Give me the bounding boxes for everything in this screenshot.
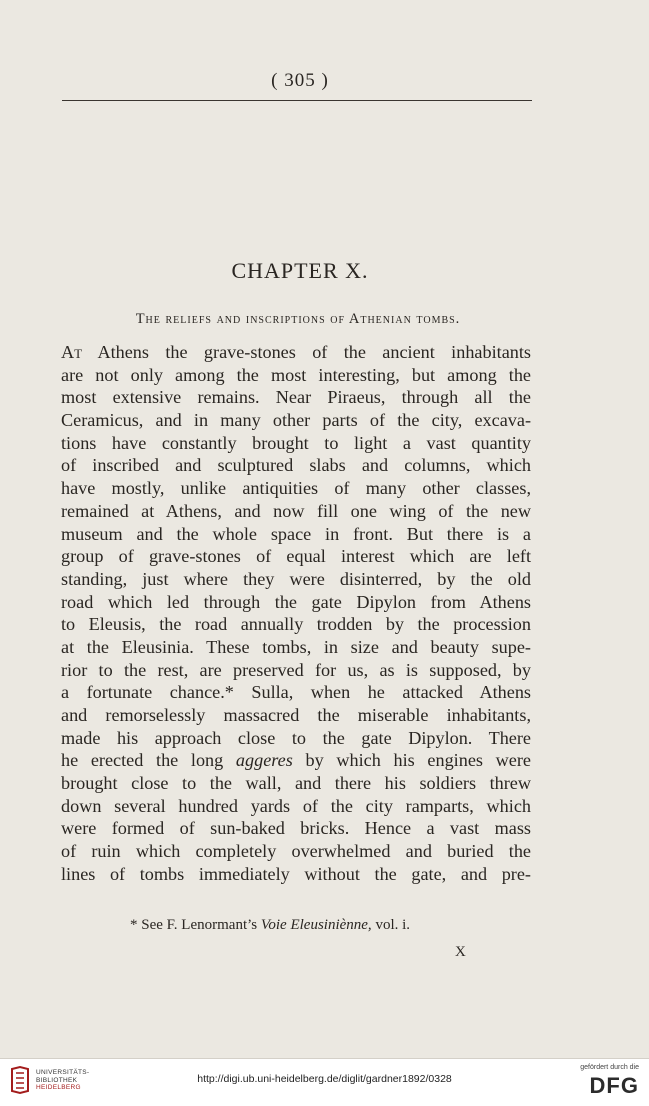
- body-line: At Athens the grave-stones of the ancient inhabitants: [61, 342, 531, 362]
- body-line: at the Eleusinia. These tombs, in size and beauty supe-: [61, 636, 531, 657]
- signature-mark: X: [455, 944, 467, 960]
- header-rule: [62, 100, 532, 101]
- body-line: lines of tombs immediately without the gate, and pre-: [61, 863, 531, 884]
- body-line: a fortunate chance.* Sulla, when he attacked Athens: [61, 682, 531, 703]
- body-line: made his approach close to the gate Dipylon. There: [61, 727, 531, 748]
- body-line: group of grave-stones of equal interest which are left: [61, 546, 531, 567]
- page-number: ( 305 ): [271, 70, 329, 91]
- chapter-heading: CHAPTER X.: [231, 258, 369, 283]
- drop-word: At: [61, 342, 83, 362]
- body-line: and remorselessly massacred the miserable inhabitants,: [61, 705, 531, 725]
- dfg-logo: DFG: [589, 1073, 639, 1098]
- body-line: rior to the rest, are preserved for us, as is supposed, by: [61, 659, 531, 680]
- body-line: of inscribed and sculptured slabs and columns, which: [61, 455, 531, 476]
- body-line: most extensive remains. Near Piraeus, through all the: [61, 387, 531, 408]
- library-name: UNIVERSITÄTS- BIBLIOTHEK HEIDELBERG: [36, 1069, 90, 1091]
- funding-caption: gefördert durch die: [580, 1064, 639, 1071]
- body-line: down several hundred yards of the city ramparts, which: [61, 795, 531, 816]
- body-line: Ceramicus, and in many other parts of the city, excava-: [61, 410, 531, 431]
- footnote: * See F. Lenormant’s Voie Eleusiniènne, vol. i.: [130, 917, 411, 933]
- body-line: remained at Athens, and now fill one wing of the new: [61, 500, 531, 521]
- body-line: have mostly, unlike antiquities of many other classes,: [61, 478, 531, 499]
- body-text: [61, 341, 531, 886]
- body-line: were formed of sun-baked bricks. Hence a vast mass: [61, 818, 531, 839]
- body-line: he erected the long aggeres by which his engines were: [61, 750, 531, 771]
- body-line: brought close to the wall, and there his soldiers threw: [61, 773, 531, 794]
- body-line: are not only among the most interesting, but among the: [61, 364, 531, 385]
- body-line: standing, just where they were disinterred, by the old: [61, 568, 531, 589]
- body-line: to Eleusis, the road annually trodden by the procession: [61, 614, 531, 635]
- italic-term: aggeres: [235, 750, 293, 771]
- footnote-title: Voie Eleusiniènne,: [260, 917, 372, 933]
- permalink-url[interactable]: http://digi.ub.uni-heidelberg.de/diglit/gardner1892/0328: [197, 1073, 452, 1085]
- body-line: tions have constantly brought to light a vast quantity: [61, 432, 531, 453]
- viewer-footer: [0, 1058, 649, 1106]
- body-line: road which led through the gate Dipylon from Athens: [61, 591, 531, 612]
- body-line: of ruin which completely overwhelmed and buried the: [61, 841, 531, 862]
- body-line: museum and the whole space in front. But there is a: [61, 523, 531, 544]
- chapter-title: The reliefs and inscriptions of Athenian tombs.: [135, 311, 461, 327]
